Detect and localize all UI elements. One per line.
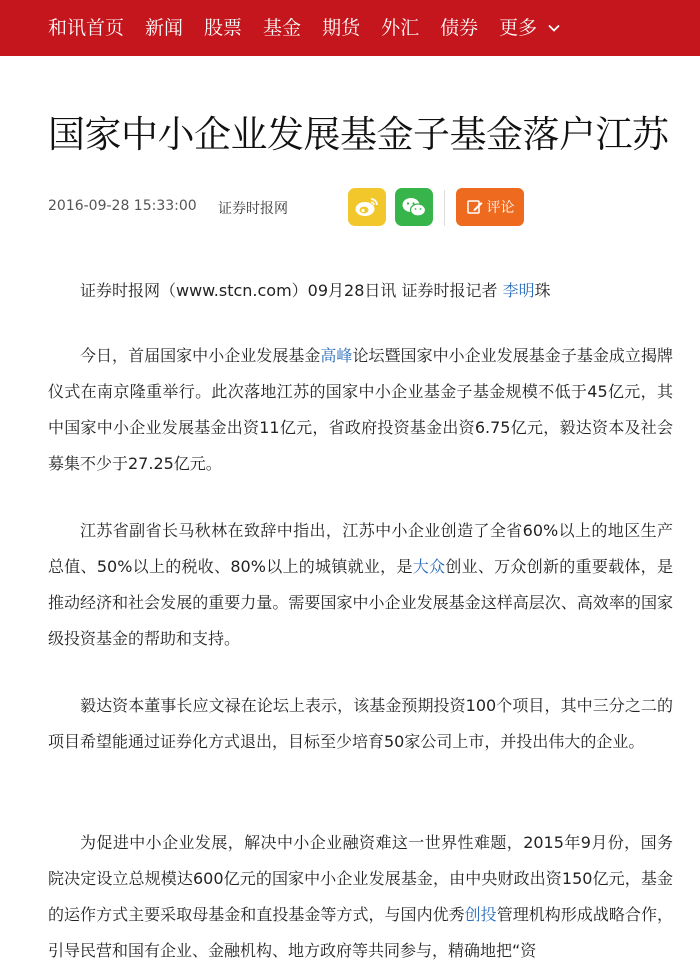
byline-suffix: 珠 xyxy=(534,281,551,300)
nav-more-menu[interactable] xyxy=(499,0,561,56)
weibo-icon xyxy=(354,196,380,218)
nav-item-stocks[interactable]: 股票 xyxy=(204,17,243,39)
source-link[interactable]: 证券时报网 xyxy=(218,201,288,217)
share-wechat-button[interactable] xyxy=(395,188,433,226)
p2-text-a: 江苏省副省长马秋林在致辞中指出，江苏中小企业创造了全省60%以上的地区生产总值、50%以上的税收、80%以上的城镇就业，是 xyxy=(48,521,673,576)
nav-item-home[interactable]: 和讯首页 xyxy=(48,17,125,39)
article-paragraph-3: 毅达资本董事长应文禄在论坛上表示，该基金预期投资100个项目，其中三分之二的项目希望能通过证券化方式退出，目标至少培育50家公司上市，并投出伟大的企业。 xyxy=(48,696,673,751)
article-paragraph-1 xyxy=(48,338,673,482)
nav-item-bonds[interactable]: 债券 xyxy=(440,17,479,39)
publish-date: 2016-09-28 15:33:00 xyxy=(48,198,197,214)
keyword-link-chuangtou[interactable]: 创投 xyxy=(464,905,497,924)
p1-text-b: 论坛暨国家中小企业发展基金子基金成立揭牌仪式在南京隆重举行。此次落地江苏的国家中小企业基金子基金规模不低于45亿元，其中国家中小企业发展基金出资11亿元，省政府投资基金出资6.75亿元，毅达资本及社会募集不少于27.25亿元。 xyxy=(48,346,673,473)
nav-items xyxy=(0,0,561,56)
share-weibo-button[interactable] xyxy=(348,188,386,226)
p2-text-b: 创业、万众创新的重要载体，是推动经济和社会发展的重要力量。需要国家中小企业发展基金这样高层次、高效率的国家级投资基金的帮助和支持。 xyxy=(48,557,673,648)
p4-text-a: 为促进中小企业发展，解决中小企业融资难这一世界性难题，2015年9月份，国务院决定设立总规模达600亿元的国家中小企业发展基金，由中央财政出资150亿元，基金的运作方式主要采取母基金和直投基金等方式，与国内优秀 xyxy=(48,833,673,924)
top-nav xyxy=(0,0,700,56)
nav-item-forex[interactable]: 外汇 xyxy=(381,17,420,39)
p4-text-b: 管理机构形成战略合作，引导民营和国有企业、金融机构、地方政府等共同参与，精确地把“资 xyxy=(48,905,673,960)
nav-item-news[interactable]: 新闻 xyxy=(145,17,184,39)
comment-label: 评论 xyxy=(486,200,515,216)
article-title: 国家中小企业发展基金子基金落户江苏 xyxy=(48,113,669,156)
author-link[interactable]: 李明 xyxy=(502,281,535,300)
edit-icon xyxy=(466,198,484,216)
meta-divider xyxy=(444,190,445,226)
article-paragraph-4 xyxy=(48,825,673,969)
p1-text-a: 今日，首届国家中小企业发展基金 xyxy=(80,346,321,365)
byline-prefix: 证券时报网（www.stcn.com）09月28日讯 证券时报记者 xyxy=(80,281,503,300)
keyword-link-dazhong[interactable]: 大众 xyxy=(412,557,446,576)
nav-item-futures[interactable]: 期货 xyxy=(322,17,361,39)
article-paragraph-2 xyxy=(48,513,673,657)
article-byline xyxy=(48,273,673,309)
keyword-link-gaofeng[interactable]: 高峰 xyxy=(320,346,353,365)
nav-more-label: 更多 xyxy=(499,17,538,39)
chevron-down-icon xyxy=(547,21,561,35)
article-meta xyxy=(48,188,668,228)
comment-button[interactable] xyxy=(456,188,524,226)
nav-item-funds[interactable]: 基金 xyxy=(263,17,302,39)
wechat-icon xyxy=(401,196,427,218)
